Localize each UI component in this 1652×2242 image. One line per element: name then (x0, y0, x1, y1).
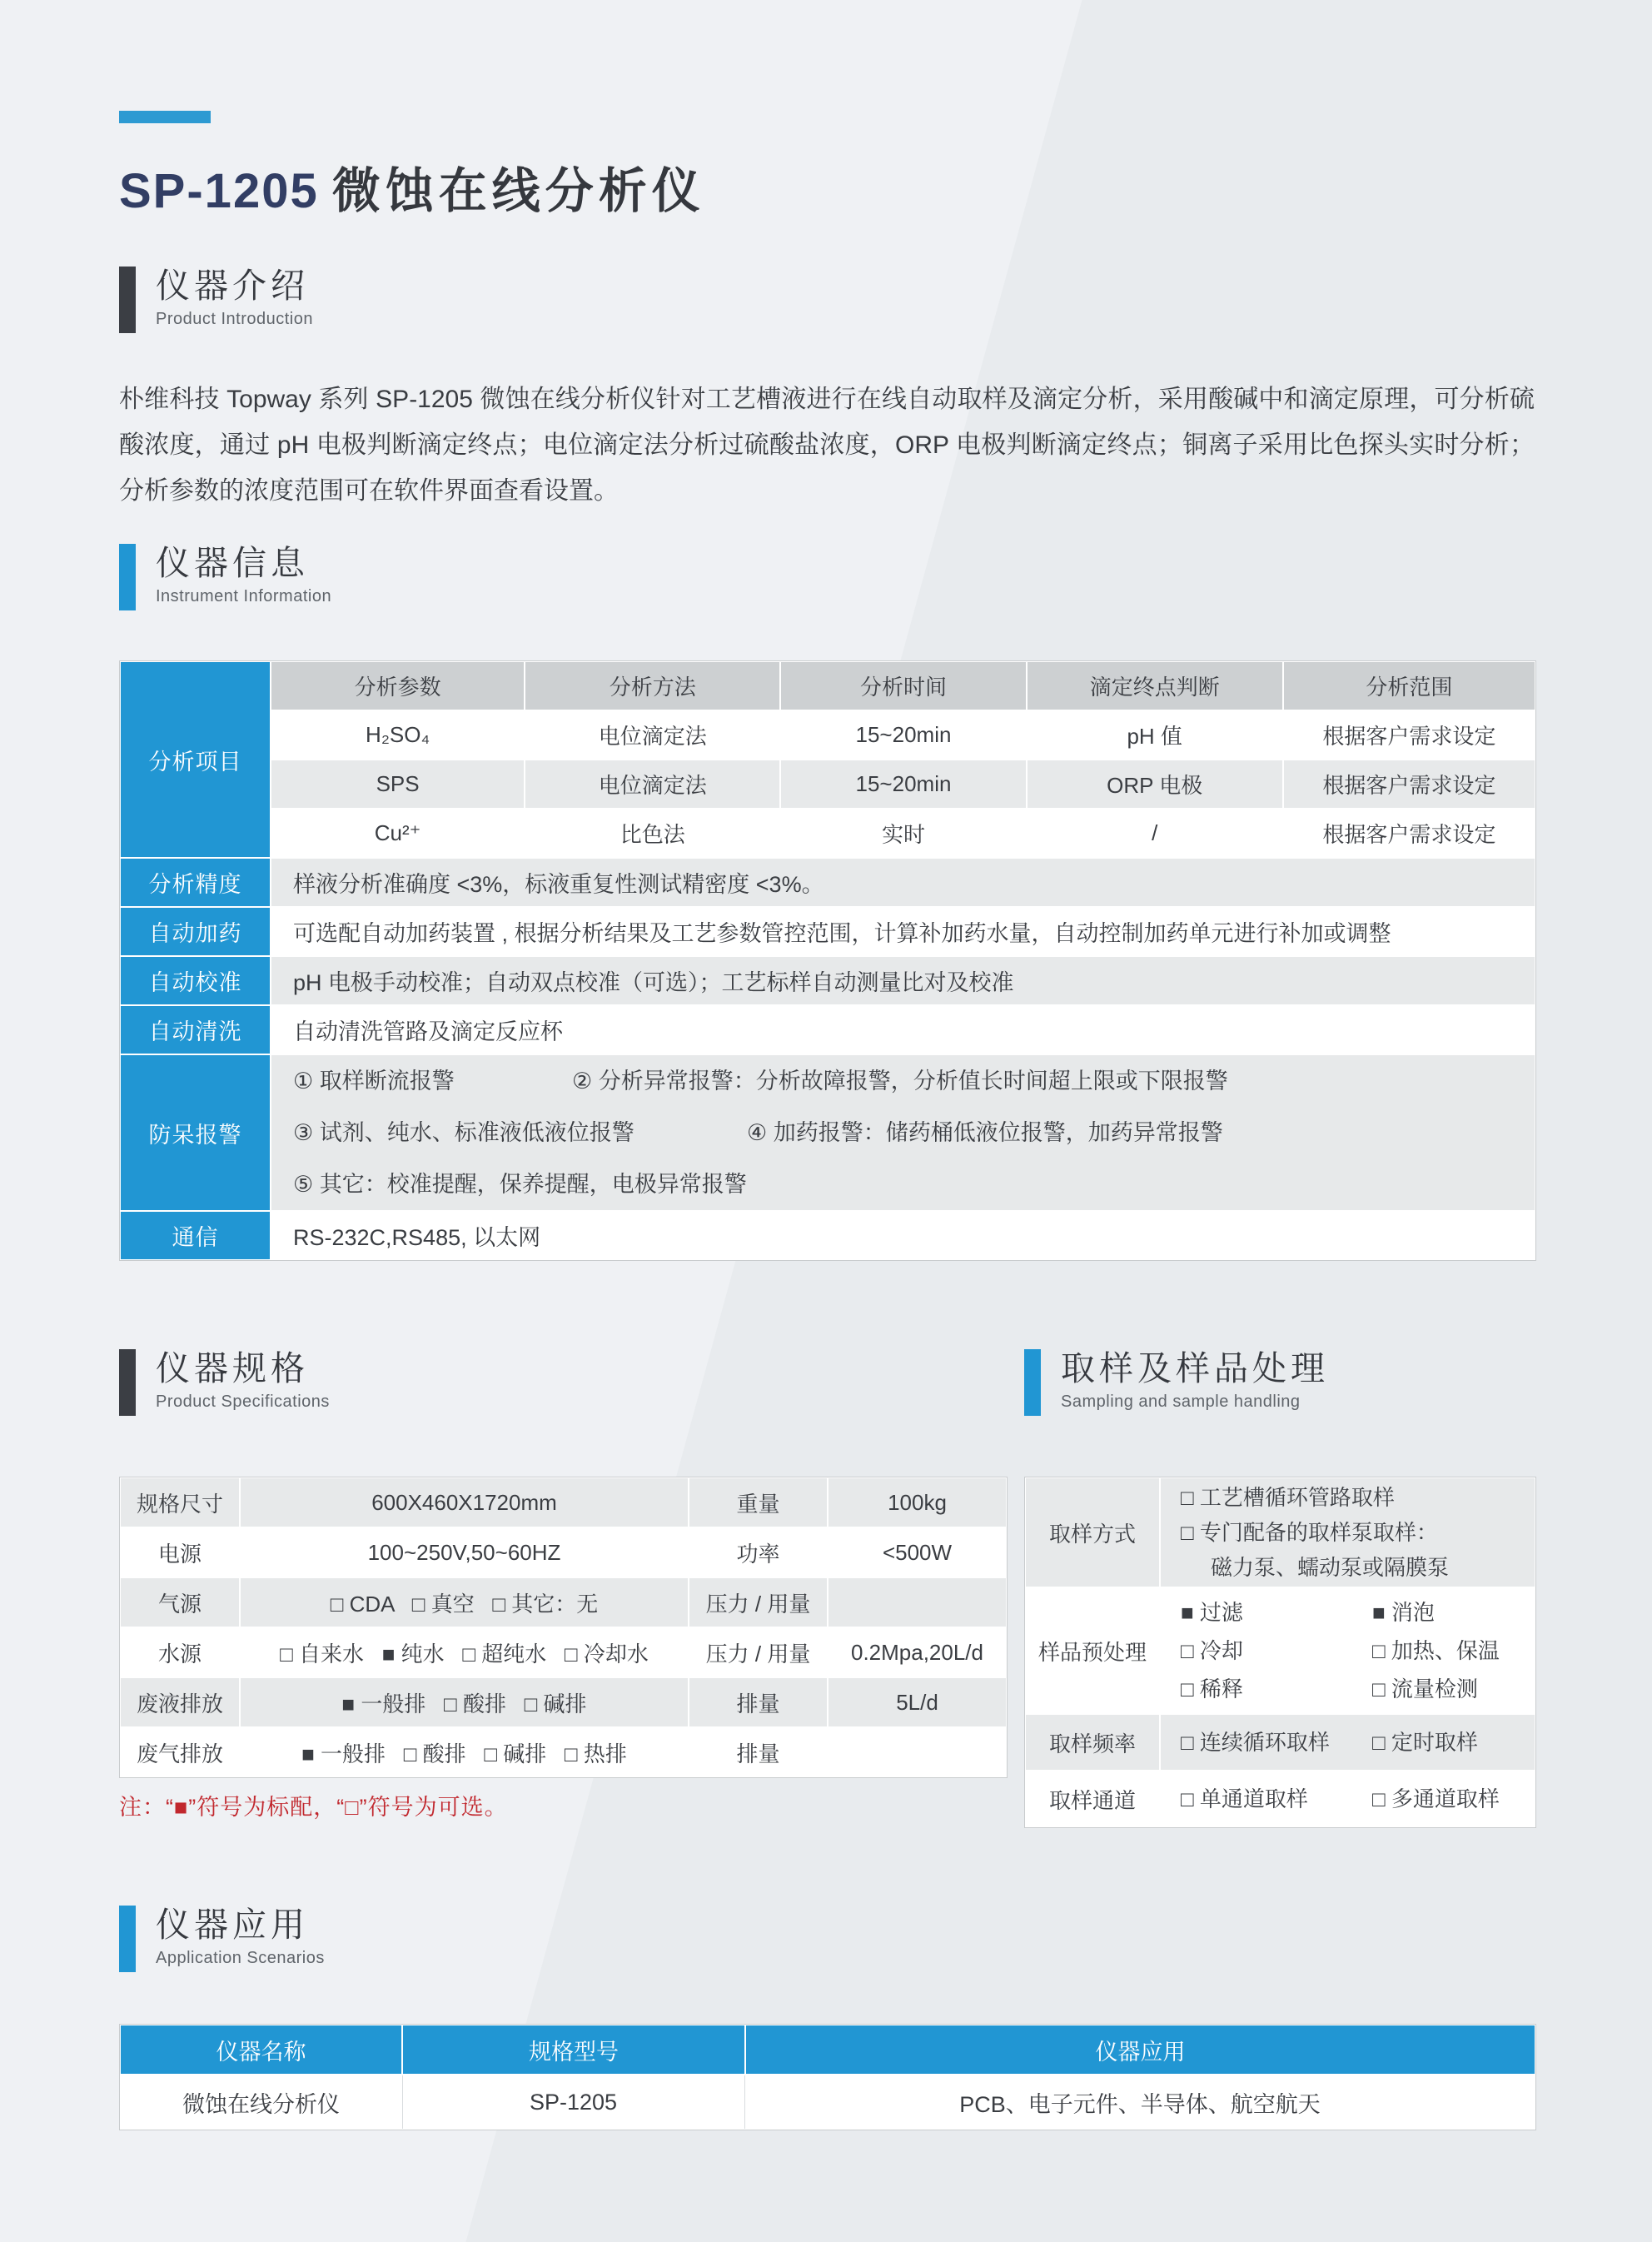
section-subtitle: Sampling and sample handling (1061, 1393, 1301, 1412)
column-header: 仪器名称 (121, 2025, 401, 2074)
table-cell (271, 1055, 1535, 1210)
table-cell: SP-1205 (402, 2075, 744, 2129)
section-bar-icon (119, 267, 136, 333)
analysis-grid (271, 662, 1535, 857)
checkbox-option: □ 多通道取样 (1372, 1786, 1500, 1811)
section-bar-icon (119, 1906, 136, 1972)
spec-label: 重量 (689, 1478, 827, 1527)
row-label: 取样方式 (1026, 1478, 1159, 1587)
table-cell: / (1028, 810, 1282, 857)
row-label: 分析精度 (121, 859, 270, 906)
column-header: 分析范围 (1284, 662, 1535, 710)
checkbox-option: □ 单通道取样 (1181, 1786, 1308, 1811)
table-cell: pH 值 (1028, 711, 1282, 759)
checkbox-option: □ 专门配备的取样泵取样： (1181, 1520, 1438, 1545)
table-row (121, 1628, 1006, 1677)
table-cell: pH 电极手动校准；自动双点校准（可选）；工艺标样自动测量比对及校准 (271, 957, 1535, 1004)
row-label: 防呆报警 (121, 1055, 270, 1210)
table-cell: 可选配自动加药装置 , 根据分析结果及工艺参数管控范围，计算补加药水量，自动控制加药单元进行补加或调整 (271, 908, 1535, 955)
spec-value (828, 1578, 1006, 1627)
checkbox-option: □ 加热、保温 (1372, 1638, 1500, 1663)
spec-value-checkboxes: □ CDA □ 真空 □ 其它：无 (241, 1578, 688, 1627)
column-header: 规格型号 (403, 2025, 744, 2074)
row-label: 样品预处理 (1026, 1588, 1159, 1713)
spec-value: 100~250V,50~60HZ (241, 1528, 688, 1577)
table-cell: 15~20min (781, 760, 1025, 808)
alarm-line: ⑤ 其它：校准提醒，保养提醒，电极异常报警 (293, 1172, 747, 1197)
spec-value: 5L/d (828, 1678, 1006, 1726)
table-cell: 电位滴定法 (525, 760, 779, 808)
column-header: 滴定终点判断 (1028, 662, 1282, 710)
checkbox-option: ■ 消泡 (1372, 1600, 1435, 1625)
checkbox-option: □ 稀释 (1181, 1677, 1243, 1701)
table-row (1026, 1715, 1535, 1770)
page-title (119, 152, 705, 222)
sampling-method-options (1161, 1478, 1535, 1587)
table-cell: 自动清洗管路及滴定反应杯 (271, 1006, 1535, 1054)
table-cell: SPS (271, 760, 524, 808)
table-row (121, 1728, 1006, 1776)
checkbox-option: ■ 过滤 (1181, 1600, 1243, 1625)
table-cell: RS-232C,RS485, 以太网 (271, 1212, 1535, 1259)
row-label: 自动加药 (121, 908, 270, 955)
row-label: 取样通道 (1026, 1771, 1159, 1826)
checkbox-option: □ 流量检测 (1372, 1677, 1478, 1701)
section-title: 仪器介绍 (156, 267, 309, 305)
frequency-options (1161, 1715, 1535, 1770)
table-cell: 根据客户需求设定 (1284, 711, 1535, 759)
section-bar-icon (1024, 1349, 1041, 1416)
spec-label: 水源 (121, 1628, 239, 1677)
table-row (121, 1528, 1006, 1577)
section-title: 取样及样品处理 (1061, 1349, 1329, 1388)
section-bar-icon (119, 544, 136, 610)
spec-label: 排量 (689, 1678, 827, 1726)
table-cell: 根据客户需求设定 (1284, 760, 1535, 808)
table-row (121, 1006, 1535, 1054)
spec-value: <500W (828, 1528, 1006, 1577)
table-cell: 比色法 (525, 810, 779, 857)
table-row-alarm (121, 1055, 1535, 1210)
row-label: 自动清洗 (121, 1006, 270, 1054)
spec-value: 0.2Mpa,20L/d (828, 1628, 1006, 1677)
table-cell: 微蚀在线分析仪 (121, 2075, 401, 2129)
spec-label: 气源 (121, 1578, 239, 1627)
table-row (121, 908, 1535, 955)
row-label: 取样频率 (1026, 1715, 1159, 1770)
table-cell: 样液分析准确度 <3%，标液重复性测试精密度 <3%。 (271, 859, 1535, 906)
section-header-intro (119, 267, 313, 333)
checkbox-option: □ 连续循环取样 (1181, 1730, 1330, 1755)
spec-label: 排量 (689, 1728, 827, 1776)
table-cell: PCB、电子元件、半导体、航空航天 (744, 2075, 1535, 2129)
section-title: 仪器信息 (156, 544, 309, 582)
table-row (121, 1212, 1535, 1259)
legend-note: 注：“■”符号为标配，“□”符号为可选。 (119, 1795, 508, 1820)
spec-value (828, 1728, 1006, 1776)
column-header: 分析时间 (781, 662, 1025, 710)
specifications-table (119, 1477, 1008, 1778)
table-row (121, 2075, 1535, 2129)
table-row (1026, 1588, 1535, 1713)
checkbox-option: □ 定时取样 (1372, 1730, 1478, 1755)
section-title: 仪器规格 (156, 1349, 309, 1388)
checkbox-option: □ 工艺槽循环管路取样 (1181, 1485, 1395, 1510)
table-row (121, 957, 1535, 1004)
spec-value-checkboxes: ■ 一般排 □ 酸排 □ 碱排 □ 热排 (241, 1728, 688, 1776)
spec-label: 规格尺寸 (121, 1478, 239, 1527)
page-title-name: 微蚀在线分析仪 (331, 164, 705, 218)
application-table (119, 2024, 1536, 2130)
checkbox-option: □ 冷却 (1181, 1638, 1243, 1663)
spec-label: 废气排放 (121, 1728, 239, 1776)
spec-value-checkboxes: ■ 一般排 □ 酸排 □ 碱排 (241, 1678, 688, 1726)
column-header: 仪器应用 (746, 2025, 1535, 2074)
table-cell: Cu²⁺ (271, 810, 524, 857)
column-header: 分析方法 (525, 662, 779, 710)
spec-value-checkboxes: □ 自来水 ■ 纯水 □ 超纯水 □ 冷却水 (241, 1628, 688, 1677)
alarm-line: ① 取样断流报警 ② 分析异常报警：分析故障报警，分析值长时间超上限或下限报警 (293, 1069, 1228, 1094)
page-title-model: SP-1205 (119, 164, 319, 218)
spec-value: 100kg (828, 1478, 1006, 1527)
table-row (1026, 1478, 1535, 1587)
spec-label: 废液排放 (121, 1678, 239, 1726)
table-row (121, 859, 1535, 906)
column-header: 分析参数 (271, 662, 524, 710)
table-cell: 根据客户需求设定 (1284, 810, 1535, 857)
table-row (121, 1478, 1006, 1527)
intro-paragraph: 朴维科技 Topway 系列 SP-1205 微蚀在线分析仪针对工艺槽液进行在线自动取样及滴定分析，采用酸碱中和滴定原理，可分析硫酸浓度，通过 pH 电极判断滴定终点；电位滴定法分析过硫酸盐浓度，ORP 电极判断滴定终点；铜离子采用比色探头实时分析；分析参数的浓度范围可在软件界面查看设置。 (119, 386, 1535, 505)
section-subtitle: Instrument Information (156, 587, 332, 606)
table-cell: ORP 电极 (1028, 760, 1282, 808)
sampling-table (1024, 1477, 1536, 1828)
table-cell: 电位滴定法 (525, 711, 779, 759)
section-subtitle: Product Introduction (156, 310, 313, 329)
table-row (1026, 1771, 1535, 1826)
table-cell: 实时 (781, 810, 1025, 857)
table-row (121, 1578, 1006, 1627)
section-bar-icon (119, 1349, 136, 1416)
spec-value: 600X460X1720mm (241, 1478, 688, 1527)
row-label: 通信 (121, 1212, 270, 1259)
top-accent-line (119, 111, 211, 123)
section-header-specs (119, 1349, 330, 1416)
section-subtitle: Application Scenarios (156, 1949, 325, 1968)
spec-label: 功率 (689, 1528, 827, 1577)
analysis-block (121, 662, 1535, 857)
checkbox-option-detail: 磁力泵、蠕动泵或隔膜泵 (1211, 1555, 1450, 1580)
section-header-application (119, 1906, 325, 1972)
section-title: 仪器应用 (156, 1906, 309, 1944)
row-label: 自动校准 (121, 957, 270, 1004)
table-cell: 15~20min (781, 711, 1025, 759)
spec-label: 压力 / 用量 (689, 1628, 827, 1677)
row-group-label: 分析项目 (121, 662, 270, 857)
table-cell: H₂SO₄ (271, 711, 524, 759)
channel-options (1161, 1771, 1535, 1826)
section-header-info (119, 544, 331, 610)
table-header-row (121, 2025, 1535, 2074)
alarm-line: ③ 试剂、纯水、标准液低液位报警 ④ 加药报警：储药桶低液位报警，加药异常报警 (293, 1120, 1223, 1145)
section-subtitle: Product Specifications (156, 1393, 330, 1412)
spec-label: 电源 (121, 1528, 239, 1577)
section-header-sampling (1024, 1349, 1329, 1416)
table-row (121, 1678, 1006, 1726)
instrument-info-table (119, 660, 1536, 1261)
pretreat-options (1161, 1588, 1535, 1713)
spec-label: 压力 / 用量 (689, 1578, 827, 1627)
